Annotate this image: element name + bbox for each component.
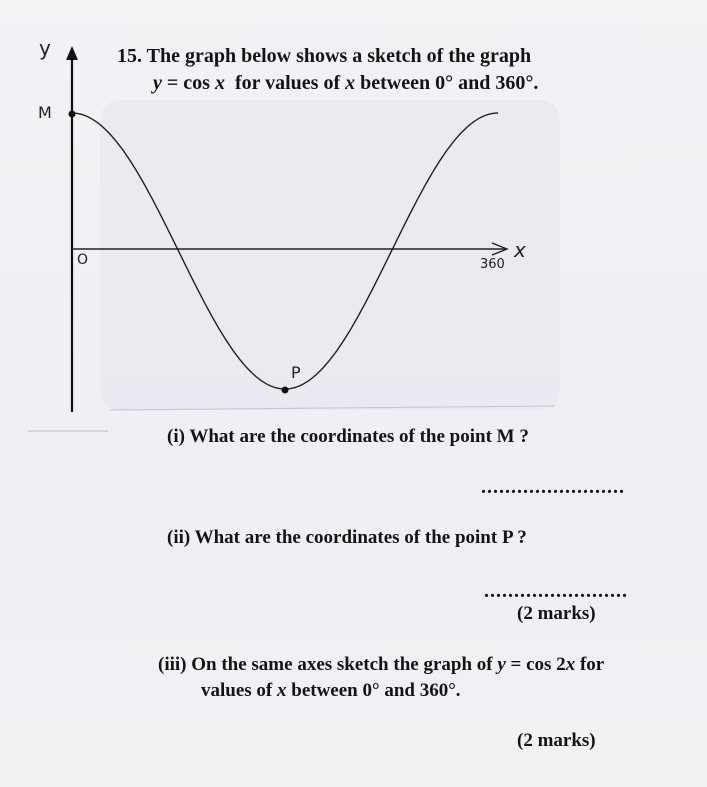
part-ii-answer-line[interactable]: ........................	[484, 580, 628, 602]
part-i-answer-line[interactable]: ........................	[481, 476, 625, 498]
part-iii-line2	[201, 681, 461, 700]
origin-label: O	[77, 252, 89, 268]
y-axis-label: y	[39, 36, 51, 60]
x-axis-label: x	[514, 238, 526, 262]
question-intro: The graph below shows a sketch of the graph	[146, 45, 532, 67]
range-text: for values of	[224, 72, 346, 94]
min-point-label: P	[291, 363, 301, 382]
y-axis-arrow	[66, 46, 78, 60]
var-x: x	[214, 72, 225, 94]
var-x-iii: x	[565, 654, 576, 675]
var-y: y	[153, 72, 162, 94]
part-iii-line1	[158, 655, 604, 674]
part-iii-text-e: between 0° and 360°.	[286, 680, 461, 701]
part-i-question: (i) What are the coordinates of the point M ?	[167, 426, 529, 447]
point-m	[69, 111, 76, 118]
part-iii-text-d: values of	[201, 680, 277, 701]
graph-bottom-edge	[110, 406, 555, 410]
part-iii-marks: (2 marks)	[517, 730, 596, 751]
eq-text: = cos	[161, 72, 215, 94]
var-y-iii: y	[497, 654, 506, 675]
part-ii-question: (ii) What are the coordinates of the point P ?	[167, 527, 527, 548]
part-iii-text-a: (iii) On the same axes sketch the graph of	[158, 654, 498, 675]
x-end-tick-label: 360	[480, 257, 505, 272]
max-point-label: M	[38, 103, 52, 122]
point-p	[282, 387, 289, 394]
part-iii-text-b: = cos 2	[505, 654, 566, 675]
var-x-2: x	[345, 72, 356, 94]
cosine-curve	[72, 113, 498, 389]
var-x-iii-2: x	[277, 680, 287, 701]
part-ii-marks: (2 marks)	[517, 603, 596, 624]
part-iii-text-c: for	[575, 654, 605, 675]
range-end-text: between 0° and 360°.	[355, 72, 539, 94]
question-number: 15.	[117, 45, 142, 67]
